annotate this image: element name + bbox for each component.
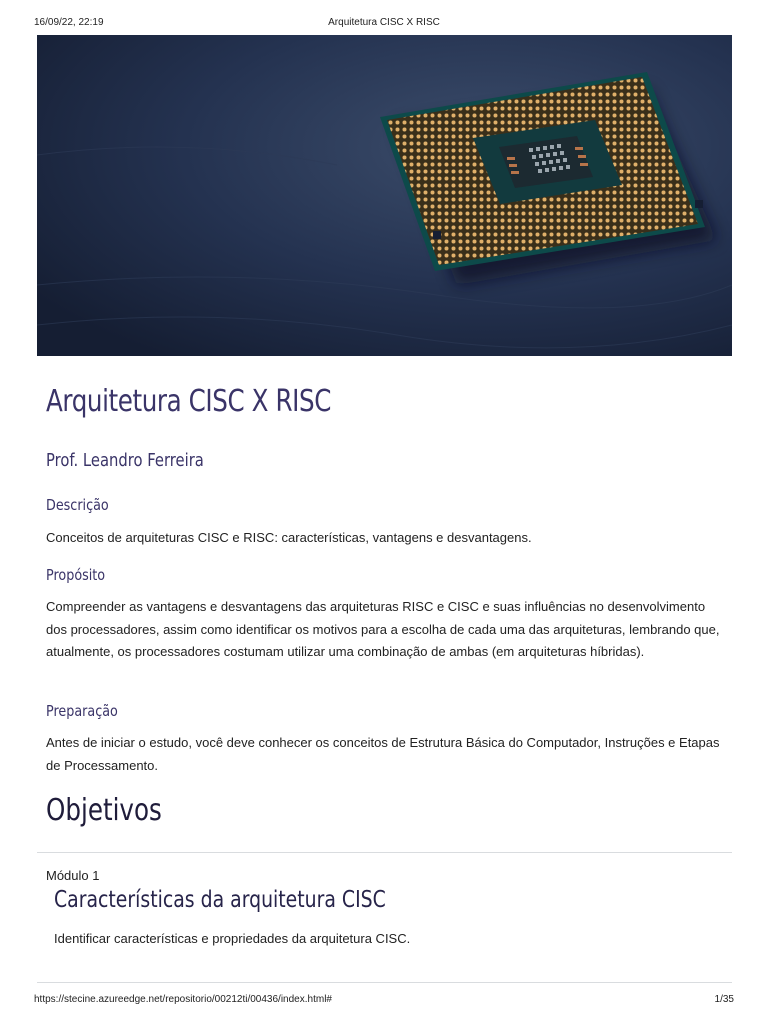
section-text-proposito: Compreender as vantagens e desvantagens das arquiteturas RISC e CISC e suas influências no desenvolvimento dos processadores, assim como identificar os motivos para a escolha de cada uma das arquiteturas, lembrando que, atualmente, os processadores costumam utilizar uma combinação de ambas (em arquiteturas híbridas). — [46, 599, 720, 659]
section-heading-proposito: Propósito — [46, 566, 106, 584]
print-header — [0, 17, 768, 31]
section-heading-preparacao: Preparação — [46, 702, 118, 720]
divider-bottom — [37, 982, 732, 983]
divider — [37, 852, 732, 853]
section-text-descricao: Conceitos de arquiteturas CISC e RISC: características, vantagens e desvantagens. — [46, 530, 532, 545]
print-footer — [0, 994, 768, 1008]
print-datetime: 16/09/22, 22:19 — [34, 17, 104, 28]
module-description: Identificar características e propriedades da arquitetura CISC. — [54, 931, 411, 946]
cpu-chip-icon — [37, 35, 732, 356]
hero-cpu-image — [37, 35, 732, 356]
section-heading-descricao: Descrição — [46, 496, 109, 514]
print-doc-title: Arquitetura CISC X RISC — [328, 17, 440, 28]
author-name: Prof. Leandro Ferreira — [46, 450, 204, 471]
objectives-heading: Objetivos — [46, 793, 162, 828]
section-text-preparacao: Antes de iniciar o estudo, você deve conhecer os conceitos de Estrutura Básica do Computador, Instruções e Etapas de Processamento. — [46, 735, 720, 773]
print-url: https://stecine.azureedge.net/repositorio/00212ti/00436/index.html# — [34, 994, 332, 1005]
module-title[interactable]: Características da arquitetura CISC — [54, 887, 386, 913]
print-page-number: 1/35 — [714, 994, 734, 1005]
module-label: Módulo 1 — [46, 868, 100, 883]
page-title: Arquitetura CISC X RISC — [46, 384, 332, 419]
